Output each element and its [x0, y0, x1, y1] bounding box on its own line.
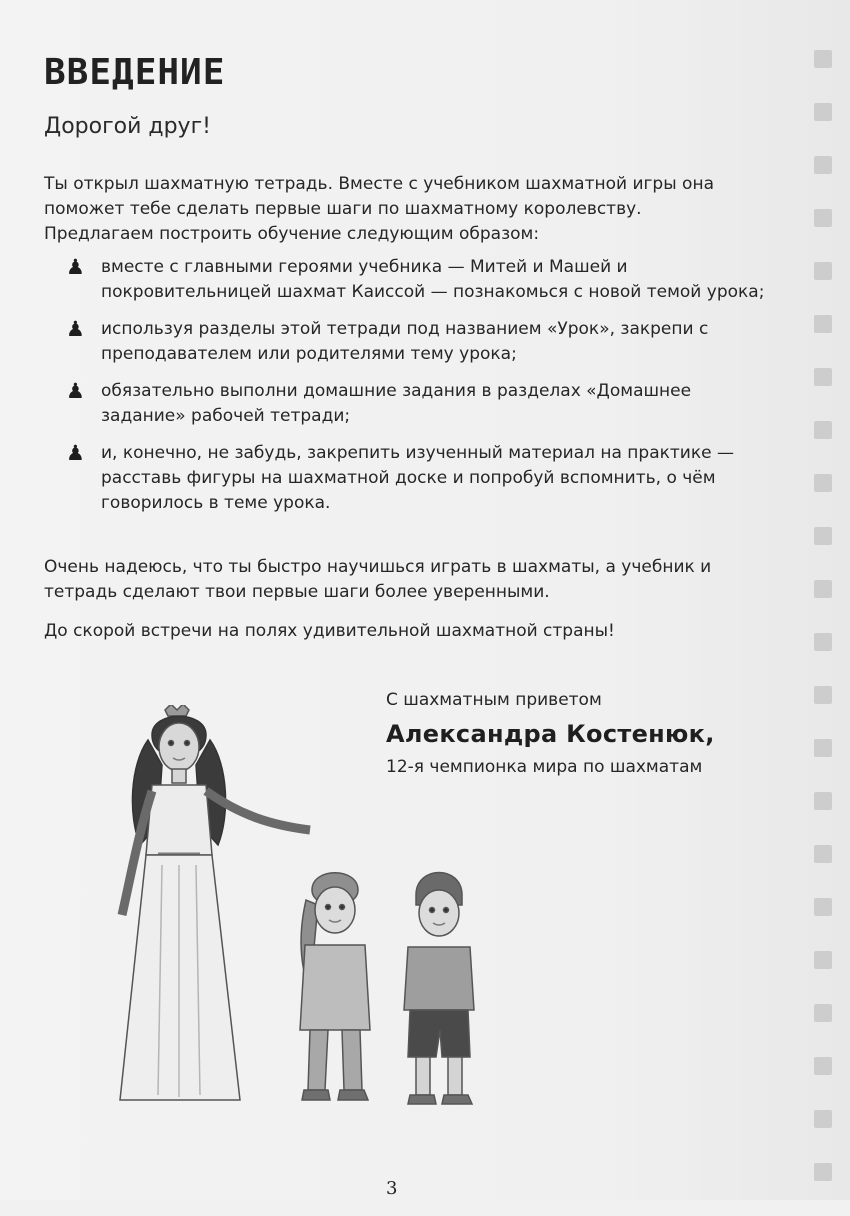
list-item [66, 379, 766, 429]
list-item-text: обязательно выполни домашние задания в разделах «Домашнее задание» рабочей тетради; [101, 381, 692, 426]
binding-hole [814, 368, 832, 386]
pawn-icon: ♟ [66, 255, 85, 279]
pawn-icon: ♟ [66, 379, 85, 403]
author-title: 12-я чемпионка мира по шахматам [386, 757, 703, 777]
binding-hole [814, 50, 832, 68]
page-title: ВВЕДЕНИЕ [44, 52, 226, 93]
spiral-binding [814, 50, 836, 1216]
binding-hole [814, 262, 832, 280]
pawn-icon: ♟ [66, 441, 85, 465]
intro-paragraph: Ты открыл шахматную тетрадь. Вместе с учебником шахматной игры она поможет тебе сделать первые шаги по шахматному королевству. Предлагаем построить обучение следующим образом: [44, 174, 714, 244]
binding-hole [814, 315, 832, 333]
binding-hole [814, 633, 832, 651]
binding-hole [814, 739, 832, 757]
binding-hole [814, 156, 832, 174]
binding-hole [814, 686, 832, 704]
closing-paragraph: Очень надеюсь, что ты быстро научишься играть в шахматы, а учебник и тетрадь сделают твои первые шаги более уверенными. [44, 557, 712, 602]
binding-hole [814, 421, 832, 439]
binding-hole [814, 1163, 832, 1181]
greeting: Дорогой друг! [44, 114, 211, 139]
farewell-line: До скорой встречи на полях удивительной шахматной страны! [44, 621, 615, 641]
characters-illustration [100, 705, 580, 1125]
signoff: С шахматным приветом [386, 690, 602, 710]
list-item-text: используя разделы этой тетради под названием «Урок», закрепи с преподавателем или родителями тему урока; [101, 319, 709, 364]
caissa-figure [120, 705, 310, 1100]
page-number: 3 [386, 1178, 398, 1199]
list-item [66, 317, 766, 367]
list-item-text: и, конечно, не забудь, закрепить изученный материал на практике — расставь фигуры на шахматной доске и попробуй вспомнить, о чём говорилось в теме урока. [101, 443, 734, 513]
study-steps-list [66, 255, 766, 528]
binding-hole [814, 898, 832, 916]
pawn-icon: ♟ [66, 317, 85, 341]
binding-hole [814, 527, 832, 545]
list-item [66, 255, 766, 305]
binding-hole [814, 845, 832, 863]
list-item [66, 441, 766, 516]
binding-hole [814, 209, 832, 227]
author-name: Александра Костенюк, [386, 720, 715, 748]
binding-hole [814, 1110, 832, 1128]
binding-hole [814, 951, 832, 969]
binding-hole [814, 580, 832, 598]
binding-hole [814, 474, 832, 492]
list-item-text: вместе с главными героями учебника — Митей и Машей и покровительницей шахмат Каиссой — познакомься с новой темой урока; [101, 257, 765, 302]
binding-hole [814, 792, 832, 810]
mitya-figure [404, 873, 474, 1105]
masha-figure [300, 873, 370, 1100]
binding-hole [814, 103, 832, 121]
binding-hole [814, 1057, 832, 1075]
binding-hole [814, 1004, 832, 1022]
